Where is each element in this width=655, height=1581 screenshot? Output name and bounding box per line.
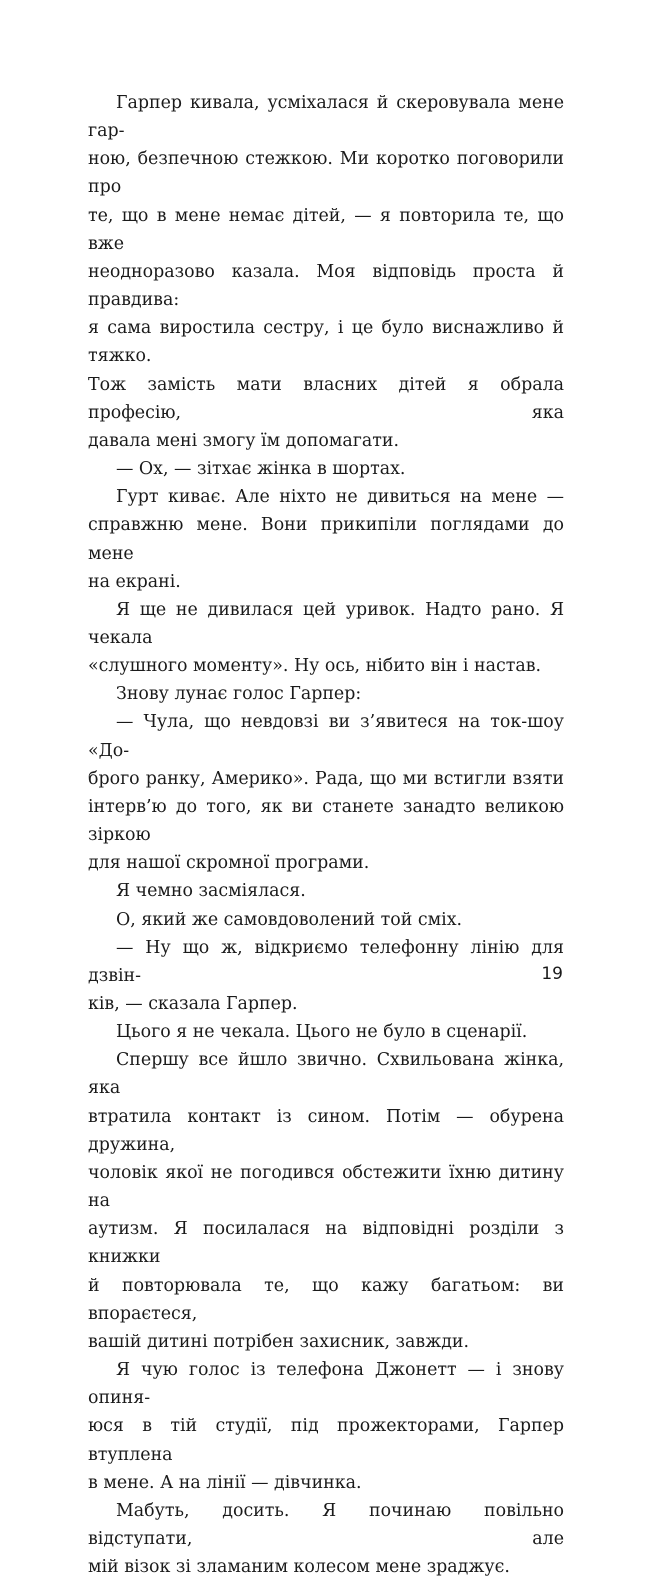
text-line: Знову лунає голос Гарпер:	[116, 684, 362, 705]
text-line: «слушного моменту». Ну ось, нібито він і настав.	[88, 656, 542, 677]
text-line: чоловік якої не погодився обстежити їхню дитину на	[88, 1162, 564, 1212]
text-line: на екрані.	[88, 571, 181, 592]
text-line: брого ранку, Америко». Рада, що ми встигли взяти	[88, 768, 564, 789]
text-line: мій візок зі зламаним колесом мене зраджує.	[88, 1557, 510, 1578]
text-line: — Чула, що невдовзі ви з’явитеся на ток-шоу «До-	[88, 712, 564, 761]
text-line: Цього я не чекала. Цього не було в сценарії.	[116, 1022, 528, 1043]
text-line: Спершу все йшло звично. Схвильована жінка, яка	[88, 1050, 564, 1099]
text-line: ків, — сказала Гарпер.	[88, 994, 298, 1014]
text-line: для нашої скромної програми.	[88, 853, 370, 874]
text-line: Тож замість мати власних дітей я обрала професію, яка	[88, 374, 564, 423]
text-line: в мене. А на лінії — дівчинка.	[88, 1472, 362, 1493]
text-line: Я чую голос із телефона Джонетт — і знову опиня-	[88, 1360, 564, 1409]
text-line: Гурт киває. Але ніхто не дивиться на мене —	[116, 487, 564, 508]
text-line: інтерв’ю до того, як ви станете занадто великою зіркою	[88, 796, 564, 846]
text-line: Мабуть, досить. Я починаю повільно відступати, але	[88, 1500, 564, 1549]
text-line: справжню мене. Вони прикипіли поглядами до мене	[88, 515, 564, 564]
text-line: неодноразово казала. Моя відповідь проста й правдива:	[88, 261, 564, 311]
text-line: вашій дитині потрібен захисник, завжди.	[88, 1331, 470, 1352]
text-line: те, що в мене немає дітей, — я повторила те, що вже	[88, 205, 564, 254]
text-line: — Ну що ж, відкриємо телефонну лінію для дзвін-	[88, 937, 564, 986]
text-line: аутизм. Я посилалася на відповідні розділи з книжки	[88, 1219, 564, 1268]
text-line: О, який же самовдоволений той сміх.	[116, 909, 463, 930]
text-line: юся в тій студії, під прожекторами, Гарпер втуплена	[88, 1416, 564, 1465]
text-line: й повторювала те, що кажу багатьом: ви впораєтеся,	[88, 1275, 564, 1324]
text-line: Гарпер кивала, усміхалася й скеровувала мене гар-	[88, 93, 564, 142]
text-line: ною, безпечною стежкою. Ми коротко поговорили про	[88, 149, 564, 198]
text-line: Я чемно засміялася.	[116, 881, 306, 902]
body-text	[88, 89, 564, 1581]
text-line: втратила контакт із сином. Потім — обурена дружина,	[88, 1106, 564, 1155]
text-line: Я ще не дивилася цей уривок. Надто рано. Я чекала	[88, 599, 564, 648]
text-line: я сама виростила сестру, і це було виснажливо й тяжко.	[88, 318, 564, 367]
text-line: — Ох, — зітхає жінка в шортах.	[116, 459, 406, 480]
page-number: 19	[541, 964, 563, 984]
text-line: давала мені змогу їм допомагати.	[88, 430, 400, 451]
